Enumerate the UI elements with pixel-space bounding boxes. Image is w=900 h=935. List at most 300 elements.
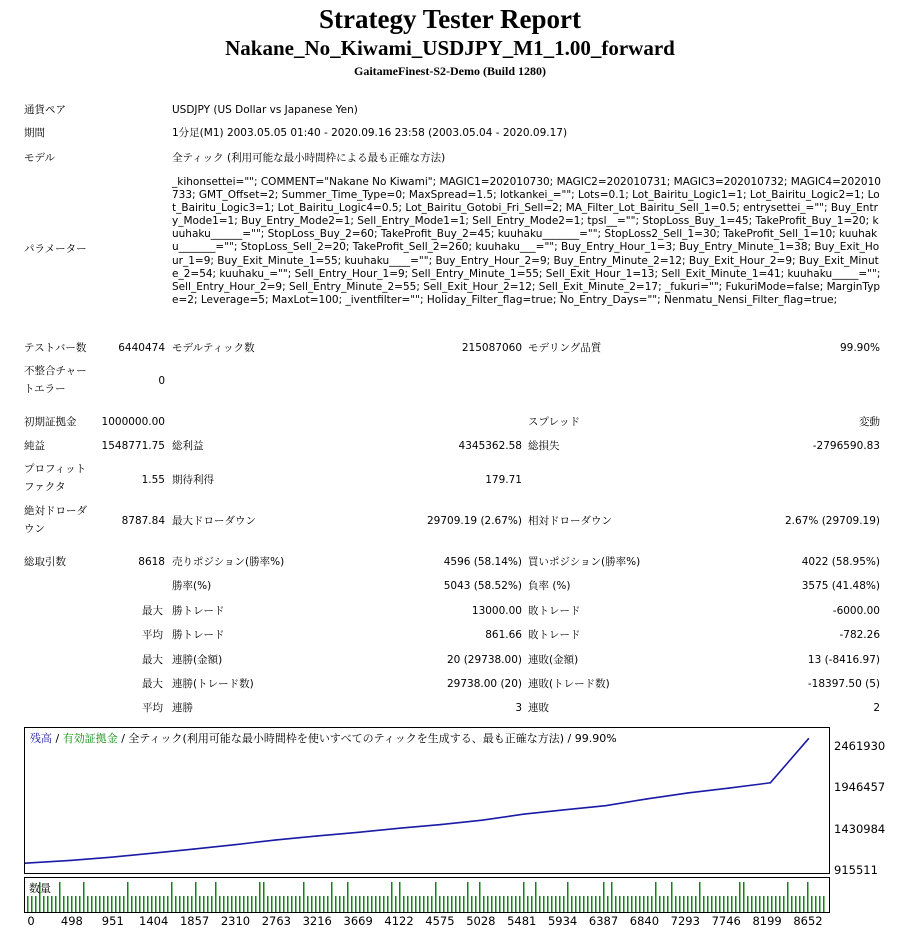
volume-bar <box>171 882 173 912</box>
volume-bar <box>87 896 89 912</box>
avg-label-2: 平均 <box>142 702 163 714</box>
volume-bar <box>279 896 281 912</box>
volume-bar <box>479 882 481 912</box>
gross-loss-value: -2796590.83 <box>812 440 880 452</box>
loss-label: 負率 (%) <box>528 580 571 592</box>
volume-bar <box>367 896 369 912</box>
x-tick-label: 498 <box>60 914 83 928</box>
balance-point <box>646 798 648 800</box>
cons-win-amount-value: 20 (29738.00) <box>447 654 522 666</box>
volume-bar <box>495 896 497 912</box>
x-tick-label: 951 <box>101 914 124 928</box>
volume-bar <box>567 882 569 912</box>
volume-bar <box>591 896 593 912</box>
volume-bar <box>179 896 181 912</box>
volume-bar <box>671 882 673 912</box>
volume-bar <box>395 896 397 912</box>
pf-label-2: ファクタ <box>24 481 66 493</box>
volume-bar <box>499 896 501 912</box>
volume-bar <box>359 896 361 912</box>
max-label-3: 最大 <box>142 678 163 690</box>
volume-bar <box>703 896 705 912</box>
volume-bar <box>647 896 649 912</box>
volume-bar <box>343 896 345 912</box>
y-tick-label: 2461930 <box>834 738 886 753</box>
volume-bar <box>611 882 613 912</box>
volume-bar <box>467 882 469 912</box>
x-tick-label: 5028 <box>466 914 496 928</box>
x-tick-label: 8652 <box>793 914 823 928</box>
volume-bar <box>387 896 389 912</box>
volume-bar <box>579 896 581 912</box>
x-tick-label: 4122 <box>384 914 414 928</box>
volume-bar <box>595 896 597 912</box>
cons-loss-amount-label: 連敗(金額) <box>528 654 579 666</box>
volume-bar <box>107 896 109 912</box>
volume-bar <box>455 896 457 912</box>
x-tick-label: 0 <box>27 914 35 928</box>
volume-bar <box>515 896 517 912</box>
volume-bar <box>503 896 505 912</box>
cons-loss-count-value: -18397.50 (5) <box>807 678 880 690</box>
balance-point <box>770 782 772 784</box>
volume-bar <box>123 896 125 912</box>
y-tick-label: 1430984 <box>834 821 886 836</box>
volume-bar <box>679 896 681 912</box>
volume-bar <box>155 896 157 912</box>
volume-bar <box>451 896 453 912</box>
volume-bar <box>755 896 757 912</box>
volume-bar <box>747 896 749 912</box>
deposit-value: 1000000.00 <box>101 416 165 428</box>
model-label: モデル <box>24 152 55 164</box>
mismatch-label-1: 不整合チャー <box>24 365 87 377</box>
x-tick-label: 6387 <box>588 914 619 928</box>
volume-bar <box>527 896 529 912</box>
volume-bar <box>487 896 489 912</box>
volume-bar <box>351 896 353 912</box>
volume-bar <box>411 896 413 912</box>
x-tick-label: 7293 <box>670 914 700 928</box>
pair-value: USDJPY (US Dollar vs Japanese Yen) <box>172 104 358 116</box>
volume-bar <box>599 896 601 912</box>
balance-series-line <box>25 739 809 864</box>
volume-bar <box>563 896 565 912</box>
volume-bar <box>47 896 49 912</box>
volume-bar <box>655 882 657 912</box>
volume-bar <box>263 882 265 912</box>
volume-bar <box>431 896 433 912</box>
rel-dd-label: 相対ドローダウン <box>528 515 612 527</box>
params-label: パラメーター <box>24 243 87 255</box>
chart-legend <box>30 730 617 746</box>
volume-bar <box>643 896 645 912</box>
spread-value: 変動 <box>859 416 880 428</box>
trades-label: 総取引数 <box>24 556 66 568</box>
bars-value: 6440474 <box>118 342 165 354</box>
volume-bar <box>371 896 373 912</box>
volume-bar <box>291 896 293 912</box>
volume-bar <box>275 896 277 912</box>
x-tick-label: 5934 <box>547 914 578 928</box>
volume-bar <box>795 896 797 912</box>
volume-bar <box>111 896 113 912</box>
volume-bar <box>415 896 417 912</box>
volume-bar <box>539 896 541 912</box>
volume-bar <box>635 896 637 912</box>
volume-bar <box>535 882 537 912</box>
volume-bar <box>507 896 509 912</box>
x-tick-label: 3216 <box>302 914 332 928</box>
volume-bar <box>331 882 333 912</box>
volume-bar <box>667 896 669 912</box>
volume-bar <box>607 896 609 912</box>
volume-bar <box>163 896 165 912</box>
volume-bar <box>571 896 573 912</box>
volume-bar <box>379 896 381 912</box>
volume-bar <box>675 896 677 912</box>
volume-bar <box>439 896 441 912</box>
x-tick-label: 7746 <box>711 914 741 928</box>
volume-bar <box>135 896 137 912</box>
volume-bar <box>287 896 289 912</box>
model-value: 全ティック (利用可能な最小時間枠による最も正確な方法) <box>172 152 446 164</box>
volume-bar <box>767 896 769 912</box>
volume-bar <box>219 896 221 912</box>
volume-bar <box>235 896 237 912</box>
volume-bar <box>239 896 241 912</box>
volume-bar <box>491 896 493 912</box>
volume-bar <box>231 896 233 912</box>
volume-bar <box>119 896 121 912</box>
volume-bar <box>731 896 733 912</box>
balance-point <box>111 856 113 858</box>
volume-bar <box>475 896 477 912</box>
volume-bar <box>691 896 693 912</box>
volume-bar <box>319 896 321 912</box>
volume-bar <box>631 896 633 912</box>
trades-value: 8618 <box>138 556 165 568</box>
x-tick-label: 1857 <box>179 914 210 928</box>
volume-bar <box>355 896 357 912</box>
balance-point <box>275 839 277 841</box>
volume-bar <box>227 896 229 912</box>
cons-loss-label: 連敗 <box>528 702 549 714</box>
bars-label: テストバー数 <box>24 342 87 354</box>
volume-bar <box>639 896 641 912</box>
gross-profit-value: 4345362.58 <box>458 440 522 452</box>
volume-bar <box>663 896 665 912</box>
volume-bar <box>223 896 225 912</box>
volume-bar <box>335 896 337 912</box>
volume-bar <box>651 896 653 912</box>
volume-bar <box>719 896 721 912</box>
avg-loss-trade-value: -782.26 <box>839 629 880 641</box>
volume-bar <box>255 896 257 912</box>
volume-bar <box>311 896 313 912</box>
volume-bar <box>423 896 425 912</box>
cons-win-label: 連勝 <box>172 702 193 714</box>
volume-bar <box>243 896 245 912</box>
ticks-label: モデルティック数 <box>172 342 255 354</box>
ticks-value: 215087060 <box>461 342 522 354</box>
volume-bar <box>695 896 697 912</box>
volume-bar <box>131 896 133 912</box>
max-label-2: 最大 <box>142 654 163 666</box>
volume-bar <box>587 896 589 912</box>
volume-bar <box>551 896 553 912</box>
legend-balance: 残高 <box>30 732 52 745</box>
volume-bar <box>79 896 81 912</box>
cons-win-count-value: 29738.00 (20) <box>447 678 522 690</box>
volume-bar <box>347 882 349 912</box>
volume-bar <box>511 896 513 912</box>
volume-bar <box>187 896 189 912</box>
volume-bar <box>751 896 753 912</box>
volume-bar <box>519 896 521 912</box>
balance-point <box>523 813 525 815</box>
avg-loss-trade-label: 敗トレード <box>528 629 581 641</box>
max-loss-trade-label: 敗トレード <box>528 605 581 617</box>
report-title: Strategy Tester Report <box>319 4 581 34</box>
volume-bar <box>555 896 557 912</box>
avg-label: 平均 <box>142 629 163 641</box>
volume-bar <box>247 896 249 912</box>
cons-loss-count-label: 連敗(トレード数) <box>528 678 610 690</box>
volume-bar <box>603 882 605 912</box>
volume-bar <box>459 896 461 912</box>
balance-point <box>358 832 360 834</box>
volume-bar <box>739 882 741 912</box>
volume-bar <box>615 896 617 912</box>
volume-bar <box>787 882 789 912</box>
volume-bar <box>323 896 325 912</box>
quality-value: 99.90% <box>839 342 880 354</box>
volume-bar <box>195 882 197 912</box>
volume-bar <box>783 896 785 912</box>
abs-dd-value: 8787.84 <box>121 515 165 527</box>
spread-label: スプレッド <box>528 416 580 428</box>
gross-loss-label: 総損失 <box>528 440 560 452</box>
volume-bar <box>523 882 525 912</box>
volume-bar <box>543 896 545 912</box>
net-label: 純益 <box>24 440 45 452</box>
abs-dd-label-1: 絶対ドローダ <box>24 505 87 517</box>
period-value: 1分足(M1) 2003.05.05 01:40 - 2020.09.16 23:58 (2003.05.04 - 2020.09.17) <box>172 127 568 139</box>
win-label: 勝率(%) <box>172 580 212 592</box>
volume-bar <box>43 896 45 912</box>
volume-bar <box>407 896 409 912</box>
volume-bar <box>27 896 29 912</box>
volume-bar <box>775 896 777 912</box>
legend-separator: / <box>52 732 63 745</box>
volume-bar <box>803 896 805 912</box>
volume-bar <box>743 882 745 912</box>
balance-point <box>481 819 483 821</box>
x-tick-label: 3669 <box>343 914 373 928</box>
volume-bar <box>271 896 273 912</box>
max-dd-value: 29709.19 (2.67%) <box>427 515 522 527</box>
quality-label: モデリング品質 <box>528 342 602 354</box>
mismatch-value: 0 <box>158 375 165 387</box>
volume-bar <box>31 896 33 912</box>
volume-bar <box>763 896 765 912</box>
pf-value: 1.55 <box>141 474 165 486</box>
volume-bar <box>627 896 629 912</box>
volume-bar <box>363 896 365 912</box>
volume-bar <box>547 896 549 912</box>
volume-bar <box>403 896 405 912</box>
balance-point <box>234 844 236 846</box>
long-label: 買いポジション(勝率%) <box>528 556 641 568</box>
gross-profit-label: 総利益 <box>172 440 204 452</box>
volume-bar <box>307 896 309 912</box>
volume-bar <box>815 896 817 912</box>
cons-win-count-label: 連勝(トレード数) <box>172 678 254 690</box>
balance-point <box>152 852 154 854</box>
volume-bar <box>619 896 621 912</box>
x-tick-label: 2310 <box>220 914 251 928</box>
report-build: GaitameFinest-S2-Demo (Build 1280) <box>354 64 546 78</box>
volume-bar <box>143 896 145 912</box>
volume-bar <box>391 882 393 912</box>
volume-bar <box>659 896 661 912</box>
volume-bar <box>375 896 377 912</box>
volume-bar <box>75 896 77 912</box>
volume-bar <box>399 882 401 912</box>
volume-bar <box>687 896 689 912</box>
y-tick-label: 1946457 <box>834 780 886 795</box>
volume-bar <box>183 896 185 912</box>
x-tick-label: 6840 <box>629 914 660 928</box>
x-tick-label: 4575 <box>425 914 455 928</box>
cons-win-value: 3 <box>515 702 522 714</box>
x-tick-label: 1404 <box>139 914 169 928</box>
volume-bar <box>55 896 57 912</box>
cons-loss-amount-value: 13 (-8416.97) <box>807 654 880 666</box>
volume-bar <box>63 896 65 912</box>
volume-chart <box>25 878 829 912</box>
max-loss-trade-value: -6000.00 <box>832 605 880 617</box>
volume-bar <box>91 896 93 912</box>
legend-description: / 全ティック(利用可能な最小時間枠を使いすべてのティックを生成する、最も正確な方法) / 99.90% <box>117 732 617 745</box>
volume-bar <box>159 896 161 912</box>
balance-point <box>317 835 319 837</box>
legend-equity: 有効証拠金 <box>62 732 118 745</box>
expected-value: 179.71 <box>485 474 522 486</box>
volume-bar <box>559 896 561 912</box>
volume-bar <box>711 896 713 912</box>
volume-bar <box>779 896 781 912</box>
volume-bar <box>427 896 429 912</box>
x-tick-label: 2763 <box>261 914 291 928</box>
balance-point <box>605 805 607 807</box>
volume-bar <box>531 896 533 912</box>
report-subtitle: Nakane_No_Kiwami_USDJPY_M1_1.00_forward <box>225 36 675 60</box>
volume-bar <box>175 896 177 912</box>
volume-bar <box>447 896 449 912</box>
volume-bar <box>419 896 421 912</box>
volume-bar <box>315 896 317 912</box>
volume-bar <box>259 882 261 912</box>
volume-bar <box>59 882 61 912</box>
volume-bar <box>299 896 301 912</box>
volume-bar <box>83 882 85 912</box>
params-value: _kihonsettei=""; COMMENT="Nakane No Kiwami"; MAGIC1=202010730; MAGIC2=202010731; MAGIC3=202010732; MAGIC4=202010733; GMT_Offset=2; Summer_Time_Type=0; MaxSpread=1.5; lotkankei_=""; Lots=0.1; Lot_Bairitu_Logic1=1; Lot_Bairitu_Logic2=1; Lot_Bairitu_Logic3=1; Lot_Bairitu_Logic4=0.5; Lot_Bairitu_Gotobi_Fri_Sell=2; MA_Filter_Lot_Bairitu_Sell_1=0.5; entrysettei_=""; Buy_Entry_Mode1=1; Buy_Entry_Mode2=1; Sell_Entry_Mode1=1; Sell_Entry_Mode2=1; tpsl__=""; StopLoss_Buy_1=45; TakeProfit_Buy_1=20; kuuhaku______=""; StopLoss_Buy_2=60; TakeProfit_Buy_2=45; kuuhaku_______=""; StopLoss2_Sell_1=30; TakeProfit_Sell_1=10; kuuhaku_______=""; StopLoss_Sell_2=20; TakeProfit_Sell_2=260; kuuhaku___=""; Buy_Entry_Hour_1=3; Buy_Entry_Minute_1=38; Buy_Exit_Hour_1=9; Buy_Exit_Minute_1=55; kuuhaku____=""; Buy_Entry_Hour_2=9; Buy_Entry_Minute_2=12; Buy_Exit_Hour_2=9; Buy_Exit_Minute_2=54; kuuhaku_=""; Sell_Entry_Hour_1=9; Sell_Entry_Minute_1=55; Sell_Exit_Hour_1=13; Sell_Exit_Minute_1=41; kuuhaku_____=""; Sell_Entry_Hour_2=9; Sell_Entry_Minute_2=55; Sell_Exit_Hour_2=12; Sell_Exit_Minute_2=17; _fukuri=""; FukuriMode=false; MarginType=2; Leverage=5; MaxLot=100; _iventfilter=""; Holiday_Filter_flag=true; No_Entry_Days=""; Nenmatu_Nensi_Filter_flag=true; <box>172 176 884 306</box>
balance-point <box>728 787 730 789</box>
volume-bar <box>463 896 465 912</box>
pair-label: 通貨ペア <box>24 104 66 116</box>
cons-win-amount-label: 連勝(金額) <box>172 654 223 666</box>
volume-bar <box>383 896 385 912</box>
balance-point <box>399 827 401 829</box>
volume-bar <box>723 896 725 912</box>
rel-dd-value: 2.67% (29709.19) <box>785 515 880 527</box>
volume-bar <box>251 896 253 912</box>
avg-win-trade-value: 861.66 <box>485 629 522 641</box>
volume-bar <box>623 896 625 912</box>
avg-win-trade-label: 勝トレード <box>172 629 225 641</box>
volume-bar <box>203 896 205 912</box>
volume-bar <box>791 896 793 912</box>
x-tick-label: 8199 <box>752 914 782 928</box>
cons-loss-value: 2 <box>873 702 880 714</box>
max-dd-label: 最大ドローダウン <box>172 515 256 527</box>
volume-bar <box>435 882 437 912</box>
win-value: 5043 (58.52%) <box>443 580 522 592</box>
long-value: 4022 (58.95%) <box>801 556 880 568</box>
volume-bar <box>207 896 209 912</box>
volume-bar <box>575 896 577 912</box>
volume-bar <box>807 882 809 912</box>
volume-bar <box>443 896 445 912</box>
volume-bar <box>267 896 269 912</box>
volume-bar <box>799 896 801 912</box>
volume-bar <box>483 896 485 912</box>
volume-bar <box>139 896 141 912</box>
volume-bar <box>683 896 685 912</box>
volume-bar <box>103 896 105 912</box>
volume-bar <box>727 896 729 912</box>
volume-bar <box>211 896 213 912</box>
volume-bar <box>191 896 193 912</box>
max-label: 最大 <box>142 605 163 617</box>
balance-chart <box>25 728 829 873</box>
volume-bar <box>215 882 217 912</box>
volume-bar <box>811 896 813 912</box>
pf-label-1: プロフィット <box>24 463 87 475</box>
period-label: 期間 <box>24 127 45 139</box>
volume-bar <box>699 882 701 912</box>
volume-label: 数量 <box>29 882 51 895</box>
volume-bar <box>115 896 117 912</box>
balance-point <box>808 738 810 740</box>
short-label: 売りポジション(勝率%) <box>172 556 285 568</box>
abs-dd-label-2: ウン <box>24 523 45 535</box>
mismatch-label-2: トエラー <box>24 383 66 395</box>
volume-bar <box>71 896 73 912</box>
volume-bar <box>303 882 305 912</box>
volume-bar <box>771 896 773 912</box>
volume-bar <box>707 896 709 912</box>
expected-label: 期待利得 <box>172 474 214 486</box>
volume-bar <box>283 896 285 912</box>
volume-bar <box>51 896 53 912</box>
short-value: 4596 (58.14%) <box>443 556 522 568</box>
volume-bar <box>99 896 101 912</box>
volume-bar <box>327 896 329 912</box>
volume-bar <box>35 896 37 912</box>
